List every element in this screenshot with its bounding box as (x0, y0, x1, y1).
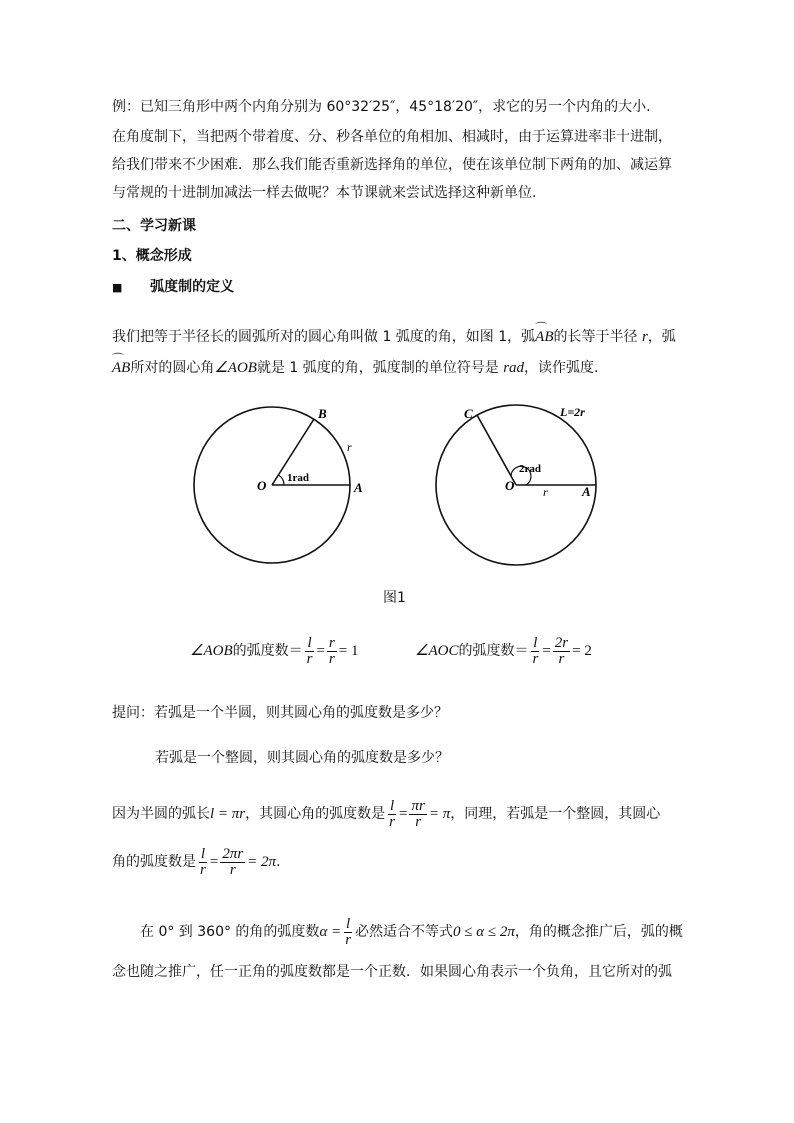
bullet-icon: ■ (112, 281, 123, 294)
right-label-a: A (582, 484, 591, 499)
subsection-heading: 1、概念形成 (112, 248, 192, 264)
right-label-angle: 2rad (519, 463, 541, 475)
question-2: 若弧是一个整圆，则其圆心角的弧度数是多少？ (155, 750, 449, 766)
definition-heading (112, 277, 234, 298)
figure-caption: 图1 (383, 590, 406, 606)
figure-1 (0, 395, 794, 585)
arc-ab: ⌒ AB (535, 327, 553, 347)
left-label-o: O (257, 478, 267, 493)
left-label-a: A (354, 480, 363, 495)
left-label-b: B (318, 406, 327, 421)
formula-aoc: ∠AOC的弧度数＝ $\frac{l}{r}$ = $\frac{2r}{r}$ = 2 (415, 634, 592, 667)
definition-line-2: ⌒ AB所对的圆心角∠AOB就是 1 弧度的角，弧度制的单位符号是 rad，读作弧度. (112, 358, 599, 378)
example-line-3: 给我们带来不少困难．那么我们能否重新选择角的单位，使在该单位制下两角的加、减运算 (112, 157, 672, 173)
answer-line-1: 因为半圆的弧长l = πr，其圆心角的弧度数是 $\frac{l}{r}$ = $\frac{\pi r}{r}$ = π，同理，若弧是一个整圆，其圆心 (112, 797, 661, 830)
right-label-r: r (543, 485, 548, 499)
section-heading: 二、学习新课 (112, 218, 196, 234)
formula-aob: ∠AOB的弧度数＝ $\frac{l}{r}$ = $\frac{r}{r}$ = 1 (190, 634, 359, 667)
right-label-c: C (464, 406, 473, 421)
definition-line-1: 我们把等于半径长的圆弧所对的圆心角叫做 1 弧度的角，如图 1，弧⌒ AB的长等于半径 r，弧 (112, 327, 676, 347)
last-line-2: 念也随之推广，任一正角的弧度数都是一个正数．如果圆心角表示一个负角，且它所对的弧 (112, 964, 672, 980)
example-line-2: 在角度制下，当把两个带着度、分、秒各单位的角相加、相减时，由于运算进率非十进制， (112, 129, 672, 145)
definition-title: 弧度制的定义 (150, 279, 235, 295)
example-line-4: 与常规的十进制加减法一样去做呢？本节课就来尝试选择这种新单位. (112, 185, 537, 201)
answer-line-2: 角的弧度数是 $\frac{l}{r}$ = $\frac{2\pi r}{r}$ = 2π. (112, 845, 281, 878)
question-1: 提问：若弧是一个半圆，则其圆心角的弧度数是多少？ (112, 705, 448, 721)
right-label-o: O (505, 478, 515, 493)
example-line-1: 例：已知三角形中两个内角分别为 60°32′25″，45°18′20″，求它的另一个内角的大小. (112, 99, 651, 115)
right-radius-oc (477, 415, 516, 485)
right-label-l: L=2r (560, 405, 585, 419)
left-angle-arc (279, 475, 285, 485)
left-label-angle: 1rad (287, 472, 309, 484)
last-line-1: 在 0° 到 360° 的角的弧度数α = $\frac{l}{r}$ 必然适合不等式0 ≤ α ≤ 2π，角的概念推广后，弧的概 (140, 915, 683, 948)
left-label-r: r (347, 440, 352, 454)
arc-ab: ⌒ AB (112, 358, 130, 378)
